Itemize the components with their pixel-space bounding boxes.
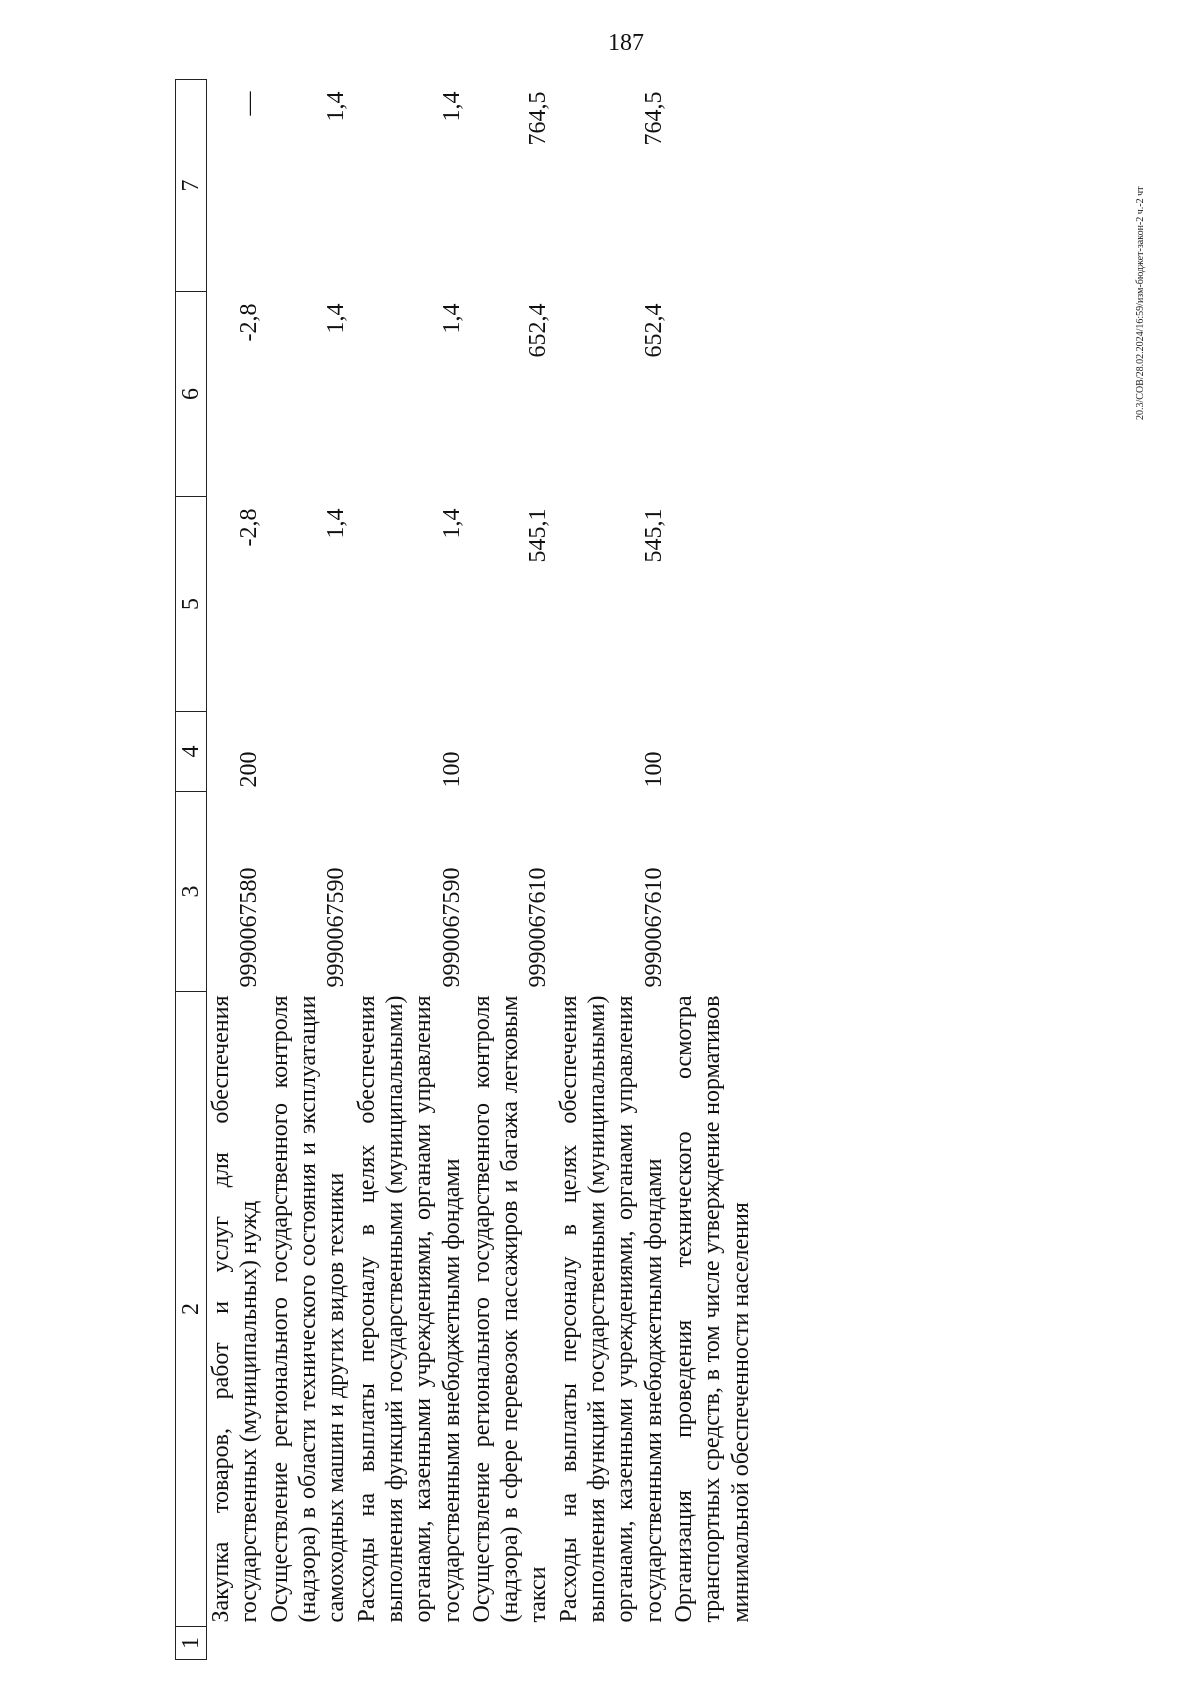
row-number [264,1627,351,1660]
document-code: 20.3/СОВ/28.02.2024/16:59/изм-бюджет-закон-2 ч.-2 чт [1135,186,1146,420]
row-expense-type [466,712,553,792]
header-col-1: 1 [176,1627,207,1660]
table-row [466,80,553,1660]
row-name: Расходы на выплаты персоналу в целях обеспечения выполнения функций государственными (муниципальными) органами, казенными учреждениями, органами управления государственными внебюджетными фондами [353,995,465,1623]
row-number [207,1627,264,1660]
table-row [264,80,351,1660]
row-value-col6: -2,8 [236,303,263,342]
table-header [176,80,207,1660]
row-number [668,1627,755,1660]
row-name: Закупка товаров, работ и услуг для обеспечения государственных (муниципальных) нужд [208,995,263,1623]
row-expense-type [668,712,755,792]
row-value-col5: 1,4 [438,508,465,539]
table-row [351,80,466,1660]
row-value-col6: 652,4 [640,303,667,358]
header-col-6: 6 [176,292,207,497]
row-code: 9990067610 [640,867,667,988]
row-number [553,1627,668,1660]
row-value-col6 [668,292,755,497]
table-row [668,80,755,1660]
row-value-col7: 764,5 [640,91,667,146]
row-value-col5 [668,497,755,712]
header-col-3: 3 [176,792,207,992]
table-row [553,80,668,1660]
row-value-col7: 1,4 [323,91,350,122]
row-code [668,792,755,992]
row-value-col7: — [236,91,263,116]
row-value-col5: 545,1 [640,508,667,563]
row-name: Осуществление регионального государственного контроля (надзора) в сфере перевозок пассажиров и багажа легковым такси [468,995,552,1623]
row-number [351,1627,466,1660]
row-value-col5: 1,4 [323,508,350,539]
rotated-table-container [175,80,1075,1660]
row-value-col5: -2,8 [236,508,263,547]
header-col-5: 5 [176,497,207,712]
row-code: 9990067610 [525,867,552,988]
row-value-col6: 1,4 [323,303,350,334]
row-name: Осуществление регионального государственного контроля (надзора) в области технического состояния и эксплуатации самоходных машин и других видов техники [266,995,350,1623]
row-value-col7: 1,4 [438,91,465,122]
row-code: 9990067590 [438,867,465,988]
row-expense-type: 200 [236,751,263,788]
table-row [207,80,264,1660]
page-number: 187 [608,30,644,56]
row-expense-type [264,712,351,792]
row-value-col7 [668,80,755,292]
row-code: 9990067580 [236,867,263,988]
row-expense-type: 100 [438,751,465,788]
header-col-4: 4 [176,712,207,792]
row-name: Организация проведения технического осмотра транспортных средств, в том числе утверждение нормативов минимальной обеспеченности населения [671,995,754,1623]
row-code: 9990067590 [323,867,350,988]
row-value-col5: 545,1 [525,508,552,563]
budget-table [175,79,755,1660]
row-value-col6: 1,4 [438,303,465,334]
row-value-col7: 764,5 [525,91,552,146]
row-name: Расходы на выплаты персоналу в целях обеспечения выполнения функций государственными (муниципальными) органами, казенными учреждениями, органами управления государственными внебюджетными фондами [555,995,667,1623]
header-col-7: 7 [176,80,207,292]
header-col-2: 2 [176,992,207,1627]
row-expense-type: 100 [640,751,667,788]
row-number [466,1627,553,1660]
row-value-col6: 652,4 [525,303,552,358]
